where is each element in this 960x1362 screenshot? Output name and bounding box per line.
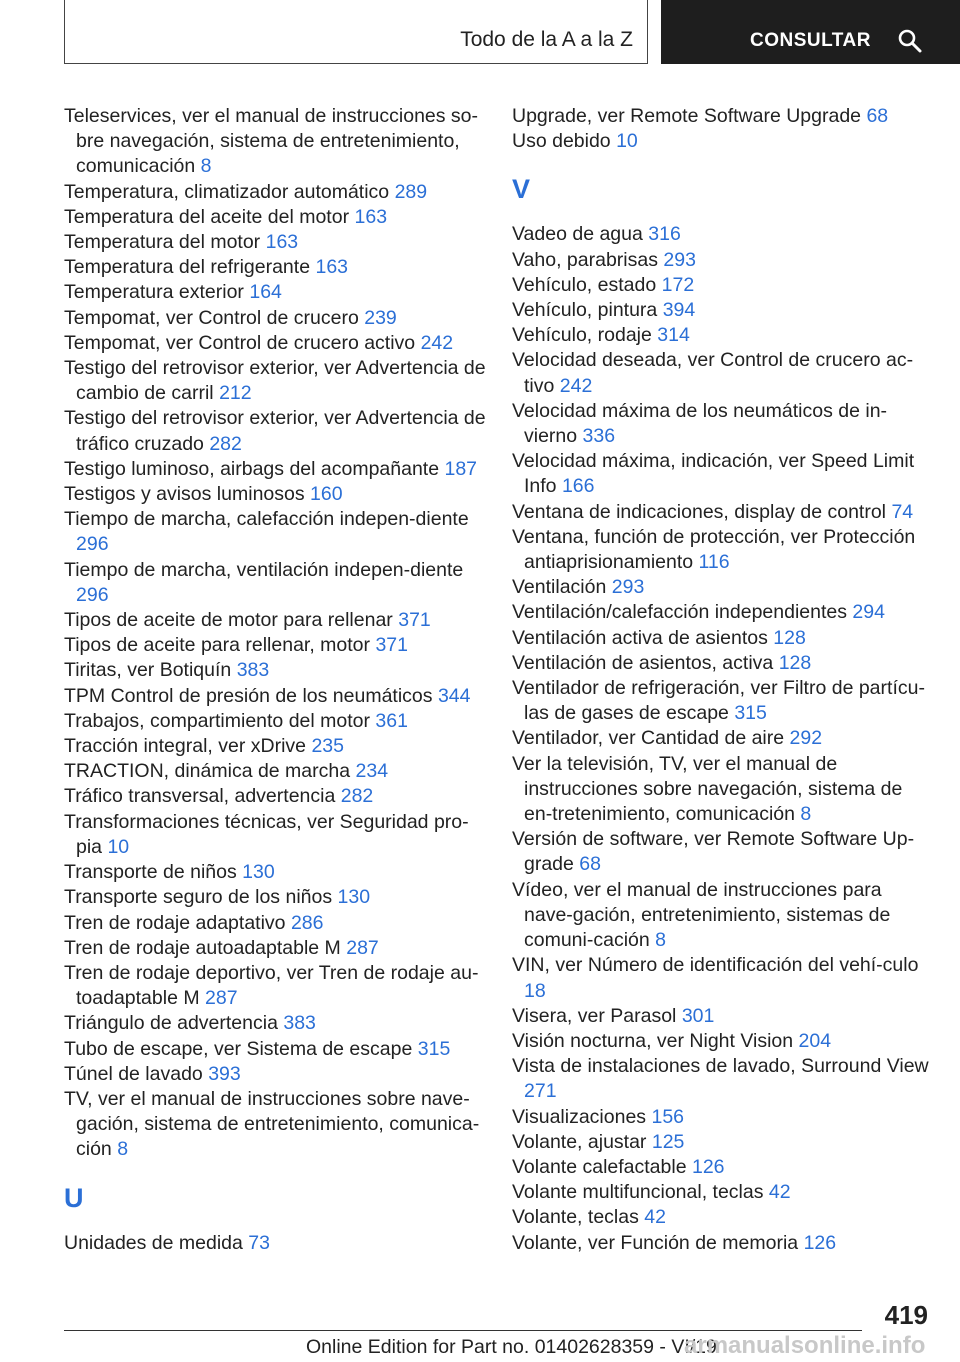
index-entry-text: Tren de rodaje deportivo, ver Tren de rodaje au-toadaptable M: [64, 961, 479, 1010]
index-entry-text: Velocidad máxima de los neumáticos de in-vierno: [512, 399, 888, 448]
index-entry-text: Teleservices, ver el manual de instrucciones so-bre navegación, sistema de entretenimiento, comunicación: [64, 105, 479, 178]
index-entry-page-link[interactable]: 130: [242, 861, 275, 884]
index-entry: [64, 885, 494, 910]
index-entry-page-link[interactable]: 156: [651, 1105, 685, 1128]
index-entry-text: VIN, ver Número de identificación del vehí-culo: [512, 954, 919, 977]
index-entry: [64, 784, 494, 809]
index-entry-text: Ventana de indicaciones, display de control: [512, 500, 887, 523]
index-entry: [512, 323, 932, 348]
index-entry-text: Ventilación de asientos, activa: [512, 651, 774, 674]
index-entry-page-link[interactable]: 8: [200, 155, 212, 178]
index-entry-page-link[interactable]: 315: [734, 702, 767, 725]
index-entry-page-link[interactable]: 10: [616, 130, 638, 153]
index-entry: [64, 331, 494, 356]
index-entry-page-link[interactable]: 315: [417, 1037, 451, 1060]
index-entry-page-link[interactable]: 393: [208, 1062, 241, 1085]
index-entry-page-link[interactable]: 163: [315, 256, 349, 279]
index-entry-page-link[interactable]: 394: [662, 299, 696, 322]
index-entry: [64, 230, 494, 255]
index-entry-page-link[interactable]: 286: [290, 911, 324, 934]
index-entry: [64, 658, 494, 683]
index-entry-page-link[interactable]: 282: [340, 785, 374, 808]
index-entry-page-link[interactable]: 235: [311, 735, 344, 758]
index-entry-page-link[interactable]: 187: [444, 457, 478, 480]
index-entry: [64, 911, 494, 936]
index-entry: [512, 1029, 932, 1054]
index-entry-text: Ventilador, ver Cantidad de aire: [512, 727, 785, 750]
index-entry: [64, 1037, 494, 1062]
index-entry-page-link[interactable]: 344: [437, 684, 471, 707]
index-entry-text: Vaho, parabrisas: [512, 248, 658, 271]
index-entry: [512, 104, 932, 129]
tab-consultar[interactable]: [661, 0, 960, 64]
index-entry: [64, 608, 494, 633]
index-entry: [64, 734, 494, 759]
index-entry: [64, 633, 494, 658]
index-entry-page-link[interactable]: 361: [375, 709, 408, 732]
index-entry: [512, 449, 932, 499]
index-entry: [64, 482, 494, 507]
index-entry: [64, 759, 494, 784]
index-entry-text: Unidades de medida: [64, 1231, 243, 1254]
index-entry-text: Vehículo, pintura: [512, 299, 658, 322]
index-entry: [512, 298, 932, 323]
index-entry-text: Testigo del retrovisor exterior, ver Advertencia de tráfico cruzado: [64, 407, 486, 455]
index-entry-page-link[interactable]: 42: [644, 1206, 666, 1229]
index-entry: [512, 600, 932, 625]
index-entry: [512, 726, 932, 751]
index-entry: [512, 827, 932, 877]
index-entry-text: Trabajos, compartimiento del motor: [64, 709, 370, 732]
index-entry: [512, 752, 932, 828]
index-entry: [64, 1087, 494, 1163]
index-entry: [512, 525, 932, 575]
index-entry-text: TPM Control de presión de los neumáticos: [64, 684, 433, 707]
index-entry: [64, 180, 494, 205]
watermark: armanualsonline.info: [684, 1332, 926, 1359]
index-entry-page-link[interactable]: 73: [248, 1231, 270, 1254]
index-entry: [512, 273, 932, 298]
index-entry-text: Volante, teclas: [512, 1206, 639, 1229]
index-entry-text: Ventilación activa de asientos: [512, 626, 768, 649]
index-entry: [512, 248, 932, 273]
index-entry-page-link[interactable]: 239: [364, 306, 397, 329]
index-entry-text: Transformaciones técnicas, ver Seguridad pro-pia: [64, 810, 469, 858]
header: [0, 0, 960, 66]
index-entry-page-link[interactable]: 8: [800, 803, 812, 826]
index-entry: [64, 1062, 494, 1087]
index-letter-u: U: [64, 1182, 84, 1213]
index-entry-page-link[interactable]: 289: [394, 180, 428, 203]
index-list-u-cont: [512, 104, 932, 154]
index-entry-text: Tren de rodaje adaptativo: [64, 911, 286, 934]
index-entry-text: Volante, ajustar: [512, 1130, 647, 1153]
index-entry-page-link[interactable]: 68: [579, 853, 601, 876]
index-entry: [64, 558, 494, 608]
index-entry: [512, 676, 932, 726]
index-entry: [64, 936, 494, 961]
index-entry-text: Temperatura, climatizador automático: [64, 180, 390, 203]
index-entry-page-link[interactable]: 163: [265, 231, 299, 254]
index-entry-text: Tracción integral, ver xDrive: [64, 735, 307, 758]
page-number: 419: [884, 1300, 928, 1330]
index-entry-page-link[interactable]: 242: [559, 374, 593, 397]
index-column-left: [64, 104, 494, 1256]
index-entry-text: Ventilación/calefacción independientes: [512, 601, 847, 624]
index-list-v: [512, 222, 932, 1255]
index-entry: [512, 399, 932, 449]
index-entry: [64, 104, 494, 180]
index-entry-text: Tempomat, ver Control de crucero activo: [64, 331, 416, 354]
index-entry-text: Tráfico transversal, advertencia: [64, 785, 336, 808]
index-entry-page-link[interactable]: 128: [773, 626, 806, 649]
index-entry: [64, 255, 494, 280]
tab-consultar-label: CONSULTAR: [750, 30, 871, 51]
index-entry-text: Visión nocturna, ver Night Vision: [512, 1029, 794, 1052]
index-entry: [64, 961, 494, 1011]
index-entry-page-link[interactable]: 294: [852, 601, 885, 624]
index-entry-page-link[interactable]: 204: [798, 1029, 832, 1052]
index-entry-page-link[interactable]: 130: [337, 886, 371, 909]
index-entry-page-link[interactable]: 172: [661, 273, 695, 296]
index-entry-page-link[interactable]: 212: [219, 382, 252, 405]
index-entry-page-link[interactable]: 116: [698, 551, 730, 574]
index-entry-text: Versión de software, ver Remote Software Up-grade: [512, 828, 915, 876]
index-entry-text: Visera, ver Parasol: [512, 1004, 677, 1027]
index-entry-text: Ventana, función de protección, ver Protección antiaprisionamiento: [512, 525, 916, 574]
index-entry-page-link[interactable]: 293: [663, 248, 696, 271]
index-entry-text: Tubo de escape, ver Sistema de escape: [64, 1037, 413, 1060]
index-entry-page-link[interactable]: 336: [582, 425, 616, 448]
search-icon[interactable]: [897, 28, 923, 54]
index-entry: [512, 1155, 932, 1180]
index-entry: [64, 810, 494, 860]
index-list-t: [64, 104, 494, 1163]
index-entry: [512, 1130, 932, 1155]
index-entry: [64, 406, 494, 456]
index-entry-text: Testigo luminoso, airbags del acompañante: [64, 457, 440, 480]
index-entry-page-link[interactable]: 371: [398, 609, 431, 632]
index-entry-text: Velocidad deseada, ver Control de crucero ac-tivo: [512, 349, 914, 397]
index-entry: [64, 507, 494, 557]
index-entry-text: Transporte seguro de los niños: [64, 886, 333, 909]
index-entry-text: Ventilador de refrigeración, ver Filtro de partícu-las de gases de escape: [512, 677, 925, 725]
footer-divider: [64, 1330, 862, 1331]
index-list-u: [64, 1231, 494, 1256]
tab-az-label: Todo de la A a la Z: [460, 28, 633, 51]
index-entry-text: TRACTION, dinámica de marcha: [64, 760, 351, 783]
index-entry-page-link[interactable]: 296: [76, 583, 109, 606]
index-entry: [64, 205, 494, 230]
index-entry-text: Testigos y avisos luminosos: [64, 483, 305, 506]
index-entry-page-link[interactable]: 8: [117, 1138, 129, 1161]
index-entry-page-link[interactable]: 164: [249, 281, 282, 304]
index-entry: [64, 457, 494, 482]
index-entry-page-link[interactable]: 42: [768, 1181, 791, 1204]
index-entry: [64, 306, 494, 331]
index-entry-page-link[interactable]: 74: [891, 500, 914, 523]
index-entry-page-link[interactable]: 126: [803, 1231, 837, 1254]
index-entry-text: Visualizaciones: [512, 1105, 647, 1128]
index-entry-text: Temperatura del motor: [64, 231, 261, 254]
index-entry-text: TV, ver el manual de instrucciones sobre nave-gación, sistema de entretenimiento, comunica-ción: [64, 1087, 480, 1161]
index-entry-text: Tipos de aceite para rellenar, motor: [64, 634, 371, 657]
index-entry-page-link[interactable]: 271: [524, 1080, 557, 1103]
index-entry-text: Vídeo, ver el manual de instrucciones para nave-gación, entretenimiento, sistemas de comuni-cación: [512, 878, 891, 952]
index-entry-text: Transporte de niños: [64, 861, 237, 884]
index-entry: [64, 709, 494, 734]
index-entry-page-link[interactable]: 68: [866, 105, 889, 127]
index-entry-page-link[interactable]: 292: [789, 727, 823, 750]
index-entry-page-link[interactable]: 296: [76, 533, 109, 556]
index-entry-page-link[interactable]: 10: [107, 835, 130, 858]
index-entry-text: Upgrade, ver Remote Software Upgrade: [512, 105, 862, 127]
index-entry-page-link[interactable]: 287: [346, 936, 379, 959]
index-entry: [512, 1004, 932, 1029]
index-entry-text: Volante calefactable: [512, 1155, 687, 1178]
index-entry: [512, 129, 932, 154]
index-entry: [64, 860, 494, 885]
index-entry: [64, 356, 494, 406]
index-entry-page-link[interactable]: 383: [283, 1012, 316, 1035]
index-entry: [512, 575, 932, 600]
index-entry: [64, 1011, 494, 1036]
index-entry: [512, 878, 932, 954]
index-entry: [512, 1231, 932, 1256]
index-entry: [512, 1205, 932, 1230]
index-entry-text: Volante multifuncional, teclas: [512, 1181, 764, 1204]
index-entry-page-link[interactable]: 125: [651, 1130, 685, 1153]
index-entry: [512, 651, 932, 676]
index-entry: [512, 1105, 932, 1130]
index-entry-text: Vehículo, estado: [512, 273, 657, 296]
index-entry-page-link[interactable]: 163: [354, 205, 388, 228]
index-entry: [512, 348, 932, 398]
index-entry: [512, 626, 932, 651]
index-entry-page-link[interactable]: 314: [657, 324, 690, 347]
index-entry: [512, 1054, 932, 1104]
index-entry-page-link[interactable]: 282: [209, 432, 242, 455]
index-entry-text: Triángulo de advertencia: [64, 1012, 278, 1035]
index-entry-text: Velocidad máxima, indicación, ver Speed Limit Info: [512, 450, 915, 498]
index-entry-text: Vadeo de agua: [512, 223, 643, 246]
index-entry-page-link[interactable]: 126: [691, 1155, 725, 1178]
index-entry-page-link[interactable]: 371: [375, 634, 408, 657]
index-entry-text: Tren de rodaje autoadaptable M: [64, 936, 341, 959]
index-entry-page-link[interactable]: 242: [420, 331, 454, 354]
index-entry-text: Tiritas, ver Botiquín: [64, 659, 232, 682]
index-entry-page-link[interactable]: 8: [655, 929, 667, 952]
index-entry-page-link[interactable]: 160: [310, 483, 343, 506]
index-entry-page-link[interactable]: 234: [355, 760, 389, 783]
footer-edition: Online Edition for Part no. 01402628359 - VI/19: [306, 1336, 717, 1358]
index-entry: [512, 222, 932, 247]
index-entry-page-link[interactable]: 301: [681, 1004, 715, 1027]
index-entry-text: Testigo del retrovisor exterior, ver Advertencia de cambio de carril: [64, 357, 486, 405]
index-entry-text: Tipos de aceite de motor para rellenar: [64, 609, 393, 632]
index-entry-text: Ver la televisión, TV, ver el manual de instrucciones sobre navegación, sistema de en-tretenimiento, comunicación: [512, 752, 903, 826]
index-entry-page-link[interactable]: 316: [648, 223, 681, 246]
index-entry-text: Túnel de lavado: [64, 1062, 203, 1085]
index-entry: [512, 1180, 932, 1205]
index-entry-text: Temperatura del aceite del motor: [64, 205, 350, 228]
index-entry-text: Temperatura exterior: [64, 281, 244, 304]
index-entry-page-link[interactable]: 383: [236, 659, 270, 682]
index-letter-v: V: [512, 174, 531, 205]
index-entry: [512, 953, 932, 1003]
index-column-right: [512, 104, 932, 1256]
index-entry-text: Vehículo, rodaje: [512, 324, 652, 347]
index-entry-page-link[interactable]: 18: [524, 979, 546, 1002]
index-entry-page-link[interactable]: 287: [205, 987, 238, 1010]
index-entry-text: Uso debido: [512, 130, 611, 153]
index-entry: [64, 280, 494, 305]
index-entry-text: Vista de instalaciones de lavado, Surround View: [512, 1055, 929, 1078]
index-entry: [64, 684, 494, 709]
index-entry-text: Tiempo de marcha, calefacción indepen-diente: [64, 508, 469, 531]
index-entry: [64, 1231, 494, 1256]
index-entry-text: Tempomat, ver Control de crucero: [64, 306, 359, 329]
index-entry-text: Volante, ver Función de memoria: [512, 1231, 799, 1254]
tab-todo-de-la-a-a-la-z[interactable]: [64, 0, 648, 64]
index-entry-text: Tiempo de marcha, ventilación indepen-diente: [64, 558, 464, 581]
index-entry-page-link[interactable]: 128: [778, 651, 812, 674]
index-entry-page-link[interactable]: 293: [611, 576, 645, 599]
index-entry-page-link[interactable]: 166: [561, 475, 595, 498]
index-entry-text: Ventilación: [512, 576, 607, 599]
index-entry: [512, 500, 932, 525]
index-entry-text: Temperatura del refrigerante: [64, 256, 311, 279]
